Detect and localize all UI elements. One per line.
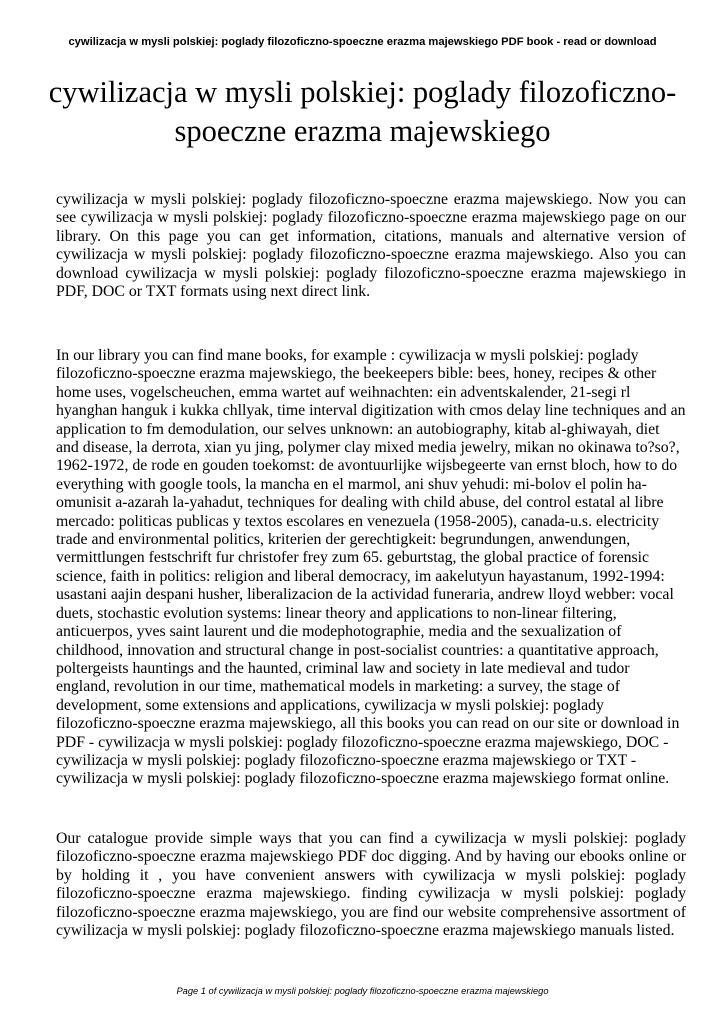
intro-paragraph: cywilizacja w mysli polskiej: poglady filozoficzno-spoeczne erazma majewskiego. Now you can see cywilizacja w mysli polskiej: poglady filozoficzno-spoeczne erazma majewskiego page on our library. On this page you can get information, citations, manuals and alternative version of cywilizacja w mysli polskiej: poglady filozoficzno-spoeczne erazma majewskiego. Also you can download cywilizacja w mysli polskiej: poglady filozoficzno-spoeczne erazma majewskiego in PDF, DOC or TXT formats using next direct link. bbox=[56, 191, 686, 301]
running-header: cywilizacja w mysli polskiej: poglady filozoficzno-spoeczne erazma majewskiego PDF book - read or download bbox=[68, 36, 657, 48]
library-paragraph: In our library you can find mane books, for example : cywilizacja w mysli polskiej: poglady filozoficzno-spoeczne erazma majewskiego, the beekeepers bible: bees, honey, recipes & other home uses, vogelscheuchen, emma wartet auf weihnachten: ein adventskalender, 21-segi rl hyanghan hanguk i kukka chllyak, time interval digitization with cmos delay line techniques and an application to fm demodulation, our selves unknown: an autobiography, kitab al-ghiwayah, diet and disease, la derrota, xian yu jing, polymer clay mixed media jewelry, mikan no okinawa to?so?, 1962-1972, de rode en gouden toekomst: de avontuurlijke wijsbegeerte van ernst bloch, how to do everything with google tools, la mancha en el marmol, ani shuv yehudi: mi-bolov el polin ha-omunisit a-azarah la-yahadut, techniques for dealing with child abuse, del control estatal al libre mercado: politicas publicas y textos escolares en venezuela (1958-2005), canada-u.s. electricity trade and environmental politics, kriterien der gerechtigkeit: begrundungen, anwendungen, vermittlungen festschrift fur christofer frey zum 65. geburtstag, the global practice of forensic science, faith in politics: religion and liberal democracy, im aakelutyun hayastanum, 1992-1994: usastani aajin despani husher, liberalizacion de la actividad funeraria, andrew lloyd webber: vocal duets, stochastic evolution systems: linear theory and applications to non-linear filtering, anticuerpos, yves saint laurent und die modephotographie, media and the sexualization of childhood, innovation and structural change in post-socialist countries: a quantitative approach, poltergeists hauntings and the haunted, criminal law and society in late medieval and tudor england, revolution in our time, mathematical models in marketing: a survey, the stage of development, some extensions and applications, cywilizacja w mysli polskiej: poglady filozoficzno-spoeczne erazma majewskiego, all this books you can read on our site or download in PDF - cywilizacja w mysli polskiej: poglady filozoficzno-spoeczne erazma majewskiego, DOC - cywilizacja w mysli polskiej: poglady filozoficzno-spoeczne erazma majewskiego or TXT - cywilizacja w mysli polskiej: poglady filozoficzno-spoeczne erazma majewskiego format online. bbox=[56, 347, 686, 788]
catalogue-paragraph: Our catalogue provide simple ways that you can find a cywilizacja w mysli polskiej: poglady filozoficzno-spoeczne erazma majewskiego PDF doc digging. And by having our ebooks online or by holding it , you have convenient answers with cywilizacja w mysli polskiej: poglady filozoficzno-spoeczne erazma majewskiego. finding cywilizacja w mysli polskiej: poglady filozoficzno-spoeczne erazma majewskiego, you are find our website comprehensive assortment of cywilizacja w mysli polskiej: poglady filozoficzno-spoeczne erazma majewskiego manuals listed. bbox=[56, 830, 686, 940]
page-footer: Page 1 of cywilizacja w mysli polskiej: poglady filozoficzno-spoeczne erazma majewskiego bbox=[176, 986, 549, 996]
document-title: cywilizacja w mysli polskiej: poglady filozoficzno-spoeczne erazma majewskiego bbox=[48, 75, 677, 148]
